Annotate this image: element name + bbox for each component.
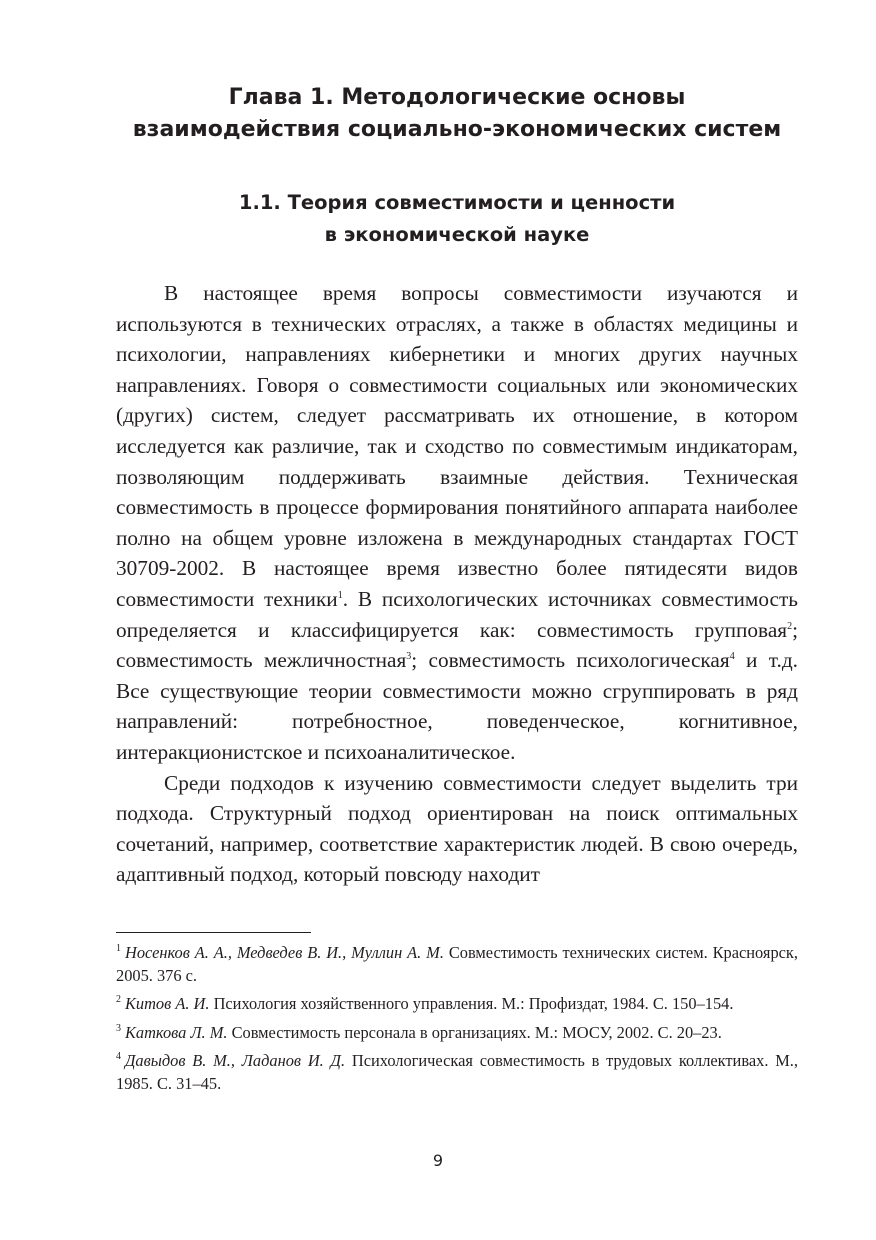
paragraph-1-text-a: В настоящее время вопросы совместимости изучаются и используются в технических отраслях, а также в областях медицины и психологии, направлениях кибернетики и многих других научных направлениях. Говоря о совместимости социальных или экономических (других) систем, следует рассматривать их отношение, в котором исследуется как различие, так и сходство по совместимым индикаторам, позволяющим поддерживать взаимные действия. Техническая совместимость в процессе формирования понятийного аппарата наиболее полно на общем уровне изложена в международных стандартах ГОСТ 30709-2002. В настоящее время известно более пятидесяти видов совместимости техники (116, 281, 798, 611)
footnote-4 (116, 1050, 798, 1095)
section-title-line-1: 1.1. Теория совместимости и ценности (238, 191, 676, 214)
paragraph-1-text-b: . В психологических источниках совместимость определяется и классифицируется как: совместимость групповая (116, 586, 798, 642)
footnote-ref-3: 3 (406, 651, 412, 663)
footnote-2 (116, 993, 798, 1016)
chapter-title (116, 82, 798, 146)
body-paragraph-2: Среди подходов к изучению совместимости следует выделить три подхода. Структурный подход ориентирован на поиск оптимальных сочетаний, например, соответствие характеристик людей. В свою очередь, адаптивный подход, который повсюду находит (116, 770, 798, 887)
footnote-number-4: 4 (116, 1051, 121, 1063)
footnote-ref-4: 4 (729, 651, 735, 663)
footnotes (116, 942, 798, 1102)
footnote-text-1: Совместимость технических систем. Красноярск, 2005. 376 с. (116, 943, 798, 985)
section-title (116, 187, 798, 251)
footnote-text-4: Психологическая совместимость в трудовых коллективах. М., 1985. С. 31–45. (116, 1051, 798, 1093)
footnote-divider (116, 932, 311, 933)
page-content (116, 82, 798, 890)
paragraph-1-text-e: и т.д. Все существующие теории совместимости можно сгруппировать в ряд направлений: потребностное, поведенческое, когнитивное, интеракционистское и психоаналитическое. (116, 648, 798, 764)
page-number: 9 (432, 1151, 444, 1170)
footnote-number-3: 3 (116, 1022, 121, 1034)
body-paragraph-1 (116, 278, 798, 768)
chapter-title-line-1: Глава 1. Методологические основы (228, 85, 686, 110)
footnote-authors-3: Каткова Л. М. (125, 1022, 228, 1042)
footnote-authors-2: Китов А. И. (125, 994, 210, 1014)
section-title-line-2: в экономической науке (324, 223, 590, 246)
footnote-text-3: Совместимость персонала в организациях. М.: МОСУ, 2002. С. 20–23. (227, 1022, 722, 1042)
footnote-authors-4: Давыдов В. М., Ладанов И. Д. (125, 1051, 346, 1071)
paragraph-1-text-c: ; совместимость межличностная (116, 617, 798, 673)
footnote-ref-1: 1 (337, 589, 343, 601)
paragraph-1-text-d: ; совместимость психологическая (411, 648, 730, 673)
footnote-3 (116, 1022, 798, 1045)
footnote-number-2: 2 (116, 994, 121, 1006)
footnote-1 (116, 942, 798, 987)
chapter-title-line-2: взаимодействия социально-экономических систем (132, 117, 782, 142)
footnote-text-2: Психология хозяйственного управления. М.: Профиздат, 1984. С. 150–154. (209, 994, 734, 1014)
footnote-authors-1: Носенков А. А., Медведев В. И., Муллин А. М. (125, 943, 444, 962)
footnote-number-1: 1 (116, 943, 121, 954)
footnote-ref-2: 2 (787, 620, 793, 632)
